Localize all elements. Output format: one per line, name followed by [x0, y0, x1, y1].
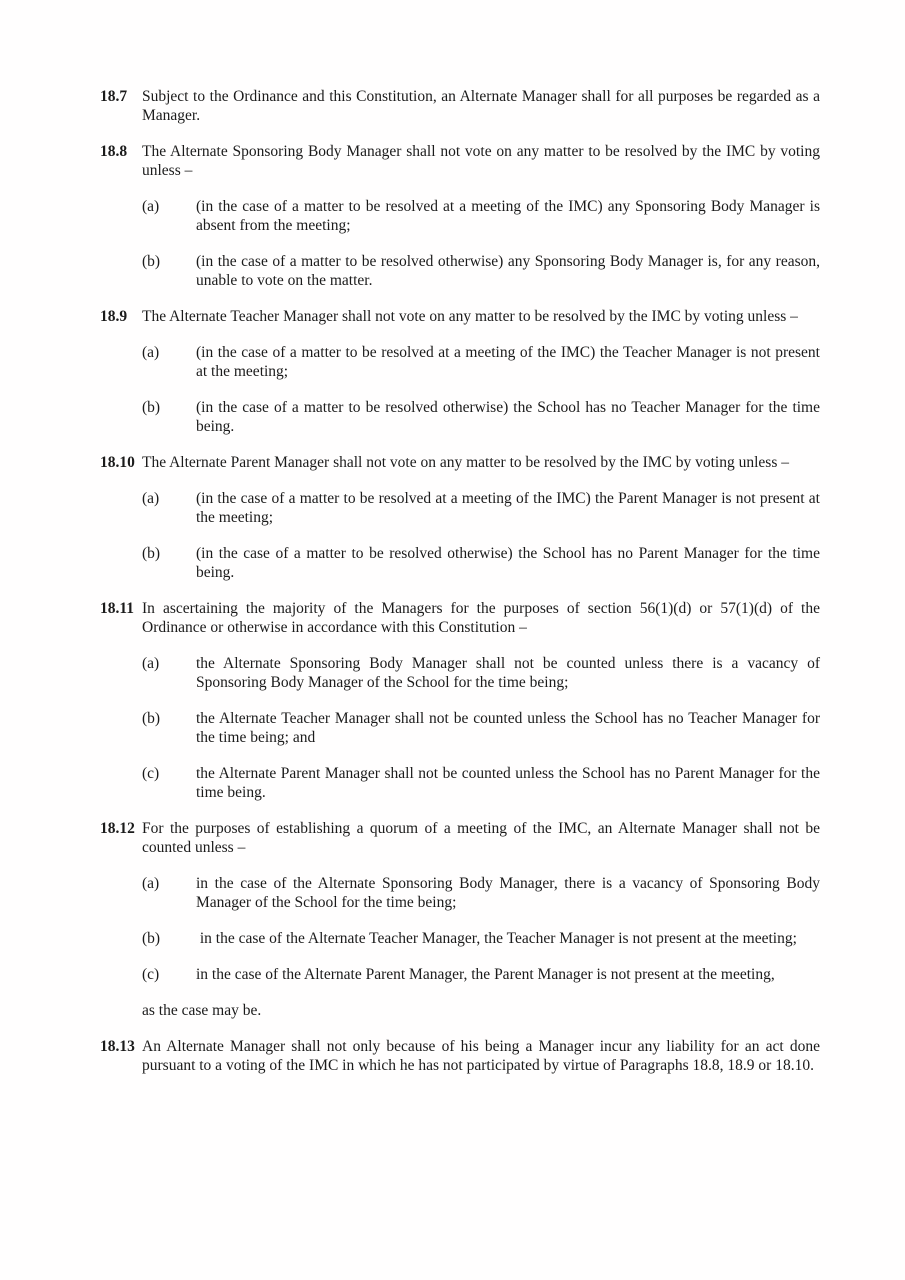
subitem-18-12-b: [142, 929, 820, 948]
subitem-label: (b): [142, 253, 161, 270]
subitem-18-8-b: [142, 252, 820, 290]
subitem-18-12-c: [142, 965, 820, 984]
subitem-label: (a): [142, 490, 160, 507]
subitem-text: in the case of the Alternate Teacher Manager, the Teacher Manager is not present at the meeting;: [196, 930, 797, 947]
clause-number: 18.7: [100, 88, 128, 105]
subitem-text: (in the case of a matter to be resolved at a meeting of the IMC) the Parent Manager is not present at the meeting;: [196, 490, 820, 526]
subitem-label: (a): [142, 198, 160, 215]
clause-18-10: [100, 453, 820, 472]
subitem-label: (b): [142, 930, 161, 947]
clause-18-8: [100, 142, 820, 180]
clause-text: An Alternate Manager shall not only because of his being a Manager incur any liability for an act done pursuant to a voting of the IMC in which he has not participated by virtue of Paragraphs 18.8, 18.9 or 18.10.: [142, 1038, 820, 1074]
subitem-18-12-a: [142, 874, 820, 912]
clause-18-11: [100, 599, 820, 637]
subitem-18-11-a: [142, 654, 820, 692]
clause-18-13: [100, 1037, 820, 1075]
clause-number: 18.8: [100, 143, 128, 160]
clause-number: 18.11: [100, 600, 135, 617]
clause-18-9: [100, 307, 820, 326]
subitem-label: (c): [142, 966, 160, 983]
subitem-18-11-c: [142, 764, 820, 802]
clause-text: Subject to the Ordinance and this Constitution, an Alternate Manager shall for all purposes be regarded as a Manager.: [142, 88, 820, 124]
clause-18-12: [100, 819, 820, 857]
subitem-text: (in the case of a matter to be resolved at a meeting of the IMC) the Teacher Manager is not present at the meeting;: [196, 344, 820, 380]
subitem-18-10-b: [142, 544, 820, 582]
subitem-18-8-a: [142, 197, 820, 235]
subitem-text: (in the case of a matter to be resolved otherwise) the School has no Teacher Manager for the time being.: [196, 399, 820, 435]
subitem-label: (b): [142, 545, 161, 562]
subitem-label: (b): [142, 399, 161, 416]
subitem-18-9-b: [142, 398, 820, 436]
clause-number: 18.12: [100, 820, 135, 837]
clause-text: The Alternate Sponsoring Body Manager shall not vote on any matter to be resolved by the IMC by voting unless –: [142, 143, 820, 179]
clause-number: 18.10: [100, 454, 135, 471]
subitem-text: in the case of the Alternate Sponsoring Body Manager, there is a vacancy of Sponsoring Body Manager of the School for the time being;: [196, 875, 820, 911]
subitem-text: (in the case of a matter to be resolved at a meeting of the IMC) any Sponsoring Body Manager is absent from the meeting;: [196, 198, 820, 234]
subitem-label: (a): [142, 875, 160, 892]
clause-text: The Alternate Teacher Manager shall not vote on any matter to be resolved by the IMC by voting unless –: [142, 308, 798, 325]
clause-number: 18.13: [100, 1038, 135, 1055]
subitem-label: (a): [142, 655, 160, 672]
subitem-text: the Alternate Sponsoring Body Manager shall not be counted unless there is a vacancy of Sponsoring Body Manager of the School for the time being;: [196, 655, 820, 691]
subitem-text: in the case of the Alternate Parent Manager, the Parent Manager is not present at the meeting,: [196, 966, 775, 983]
clause-18-12-closing: as the case may be.: [142, 1002, 262, 1019]
clause-text: The Alternate Parent Manager shall not vote on any matter to be resolved by the IMC by voting unless –: [142, 454, 789, 471]
clause-number: 18.9: [100, 308, 128, 325]
subitem-18-11-b: [142, 709, 820, 747]
subitem-label: (c): [142, 765, 160, 782]
clause-text: In ascertaining the majority of the Managers for the purposes of section 56(1)(d) or 57(1)(d) of the Ordinance or otherwise in accordance with this Constitution –: [142, 600, 820, 636]
subitem-label: (a): [142, 344, 160, 361]
clause-text: For the purposes of establishing a quorum of a meeting of the IMC, an Alternate Manager shall not be counted unless –: [142, 820, 820, 856]
subitem-18-9-a: [142, 343, 820, 381]
subitem-text: the Alternate Parent Manager shall not be counted unless the School has no Parent Manager for the time being.: [196, 765, 820, 801]
clause-18-7: [100, 87, 820, 125]
subitem-text: the Alternate Teacher Manager shall not be counted unless the School has no Teacher Manager for the time being; and: [196, 710, 820, 746]
subitem-text: (in the case of a matter to be resolved otherwise) the School has no Parent Manager for the time being.: [196, 545, 820, 581]
subitem-label: (b): [142, 710, 161, 727]
subitem-18-10-a: [142, 489, 820, 527]
subitem-text: (in the case of a matter to be resolved otherwise) any Sponsoring Body Manager is, for any reason, unable to vote on the matter.: [196, 253, 820, 289]
